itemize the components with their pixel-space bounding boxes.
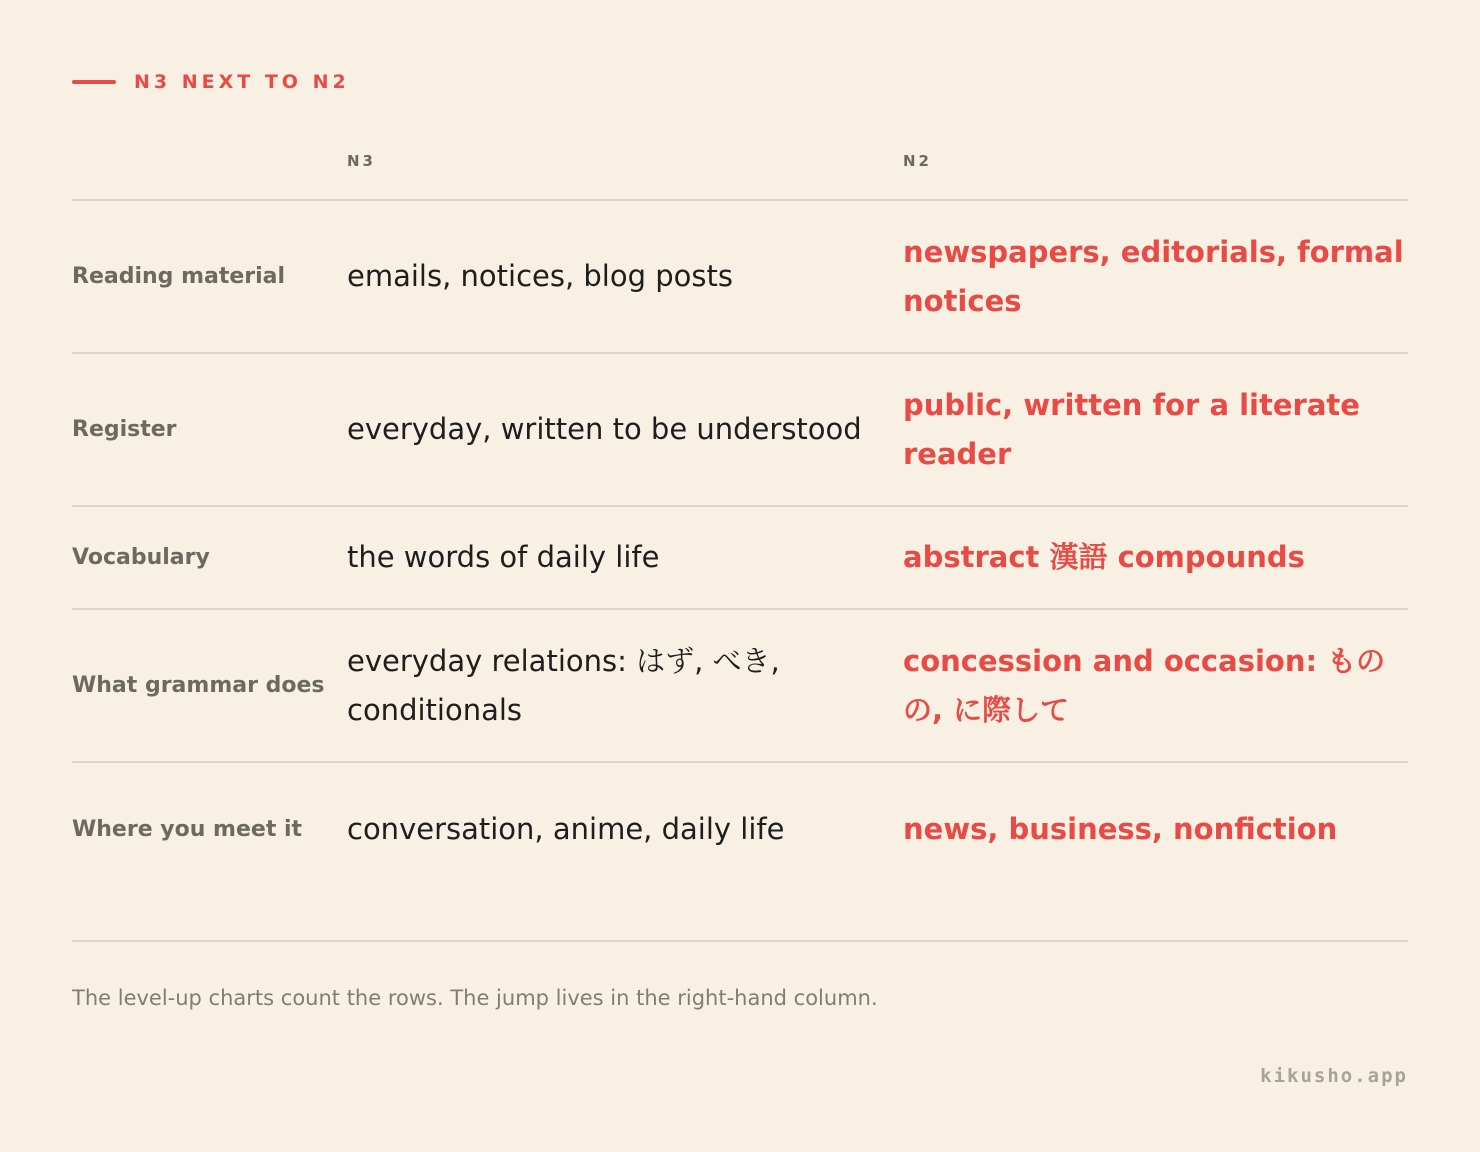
brand-wordmark: kikusho.app [1260,1065,1408,1087]
column-header-n2: N2 [903,152,932,170]
table-row [72,507,1408,610]
row-label: Vocabulary [72,545,210,570]
n2-cell: public, written for a literate reader [903,387,1360,471]
n2-cell: newspapers, editorials, formal notices [903,234,1404,318]
table-row [72,610,1408,763]
column-header-n3: N3 [347,152,376,170]
n3-cell: emails, notices, blog posts [347,259,733,293]
n3-cell: conversation, anime, daily life [347,811,785,846]
n3-cell: everyday, written to be understood [347,412,862,446]
row-label: Register [72,417,177,442]
n2-cell: concession and occasion: ものの, に際して [903,643,1386,727]
comparison-table [72,199,1408,895]
table-row [72,763,1408,895]
eyebrow-accent-rule [72,80,116,84]
table-bottom-divider [72,940,1408,942]
n2-cell: news, business, nonfiction [903,811,1338,846]
n3-cell: everyday relations: はず, べき, conditionals [347,643,780,727]
footnote: The level-up charts count the rows. The jump lives in the right-hand column. [72,986,878,1010]
section-eyebrow [72,70,350,94]
n3-cell: the words of daily life [347,540,660,574]
row-label: Where you meet it [72,816,303,842]
n2-cell: abstract 漢語 compounds [903,540,1305,574]
table-row [72,354,1408,507]
section-title: N3 NEXT TO N2 [134,71,350,93]
row-label: Reading material [72,264,286,289]
row-label: What grammar does [72,673,325,698]
table-row [72,201,1408,354]
